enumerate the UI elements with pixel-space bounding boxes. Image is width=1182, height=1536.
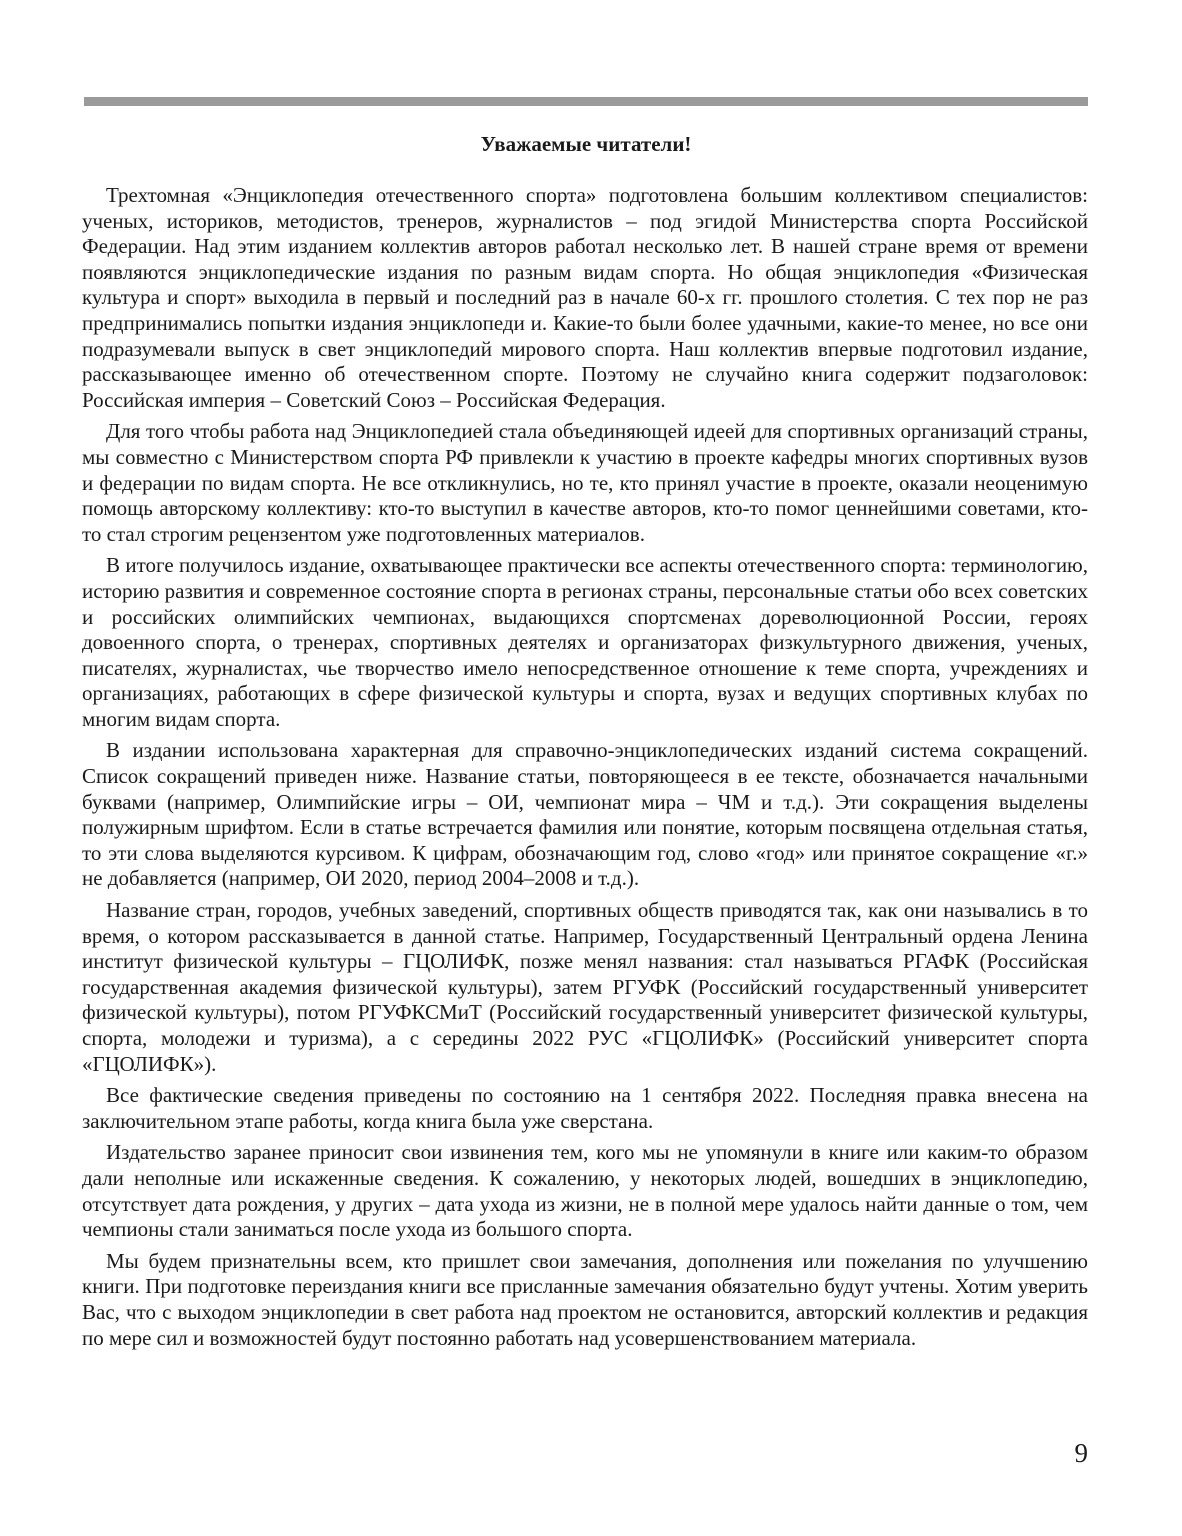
paragraph-4: В издании использована характерная для справочно-энциклопедических изданий система сокращений. Список сокращений приведен ниже. Название статьи, повторяющееся в ее тексте, обозначается начальными буквами (например, Олимпийские игры – ОИ, чемпионат мира – ЧМ и т.д.). Эти сокращения выделены полужирным шрифтом. Если в статье встречается фамилия или понятие, которым посвящена отдельная статья, то эти слова выделяются курсивом. К цифрам, обозначающим год, слово «год» или принятое сокращение «г.» не добавляется (например, ОИ 2020, период 2004–2008 и т.д.). [82, 738, 1088, 891]
page-number: 9 [1074, 1438, 1088, 1468]
body-text [82, 183, 1088, 1357]
paragraph-2: Для того чтобы работа над Энциклопедией стала объединяющей идеей для спортивных организаций страны, мы совместно с Министерством спорта РФ привлекли к участию в проекте кафедры многих спортивных вузов и федерации по видам спорта. Не все откликнулись, но те, кто принял участие в проекте, оказали неоценимую помощь авторскому коллективу: кто-то выступил в качестве авторов, кто-то помог ценнейшими советами, кто-то стал строгим рецензентом уже подготовленных материалов. [82, 419, 1088, 546]
paragraph-3: В итоге получилось издание, охватывающее практически все аспекты отечественного спорта: терминологию, историю развития и современное состояние спорта в регионах страны, персональные статьи обо всех советских и российских олимпийских чемпионах, выдающихся спортсменах дореволюционной России, героях довоенного спорта, о тренерах, спортивных деятелях и организаторах физкультурного движения, ученых, писателях, журналистах, чье творчество имело непосредственное отношение к теме спорта, учреждениях и организациях, работающих в сфере физической культуры и спорта, вузах и ведущих спортивных клубах по многим видам спорта. [82, 553, 1088, 731]
paragraph-1: Трехтомная «Энциклопедия отечественного спорта» подготовлена большим коллективом специалистов: ученых, историков, методистов, тренеров, журналистов – под эгидой Министерства спорта Российской Федерации. Над этим изданием коллектив авторов работал несколько лет. В нашей стране время от времени появляются энциклопедические издания по разным видам спорта. Но общая энциклопедия «Физическая культура и спорт» выходила в первый и последний раз в начале 60-х гг. прошлого столетия. С тех пор не раз предпринимались попытки издания энциклопеди и. Какие-то были более удачными, какие-то менее, но все они подразумевали выпуск в свет энциклопедий мирового спорта. Наш коллектив впервые подготовил издание, рассказывающее именно об отечественном спорте. Поэтому не случайно книга содержит подзаголовок: Российская империя – Советский Союз – Российская Федерация. [82, 183, 1088, 412]
paragraph-6: Все фактические сведения приведены по состоянию на 1 сентября 2022. Последняя правка внесена на заключительном этапе работы, когда книга была уже сверстана. [82, 1083, 1088, 1133]
page-title: Уважаемые читатели! [480, 132, 692, 156]
paragraph-8: Мы будем признательны всем, кто пришлет свои замечания, дополнения или пожелания по улучшению книги. При подготовке переиздания книги все присланные замечания обязательно будут учтены. Хотим уверить Вас, что с выходом энциклопедии в свет работа над проектом не остановится, авторский коллектив и редакция по мере сил и возможностей будут постоянно работать над усовершенствованием материала. [82, 1248, 1088, 1350]
paragraph-5: Название стран, городов, учебных заведений, спортивных обществ приводятся так, как они назывались в то время, о котором рассказывается в данной статье. Например, Государственный Центральный ордена Ленина институт физической культуры – ГЦОЛИФК, позже менял названия: стал называться РГАФК (Российская государственная академия физической культуры), затем РГУФК (Российский государственный университет физической культуры), потом РГУФКСМиТ (Российский государственный университет физической культуры, спорта, молодежи и туризма), а с середины 2022 РУС «ГЦОЛИФК» (Российский университет спорта «ГЦОЛИФК»). [82, 898, 1088, 1076]
paragraph-7: Издательство заранее приносит свои извинения тем, кого мы не упомянули в книге или каким-то образом дали неполные или искаженные сведения. К сожалению, у некоторых людей, вошедших в энциклопедию, отсутствует дата рождения, у других – дата ухода из жизни, не в полной мере удалось найти данные о том, чем чемпионы стали заниматься после ухода из большого спорта. [82, 1140, 1088, 1242]
header-rule [84, 97, 1088, 106]
